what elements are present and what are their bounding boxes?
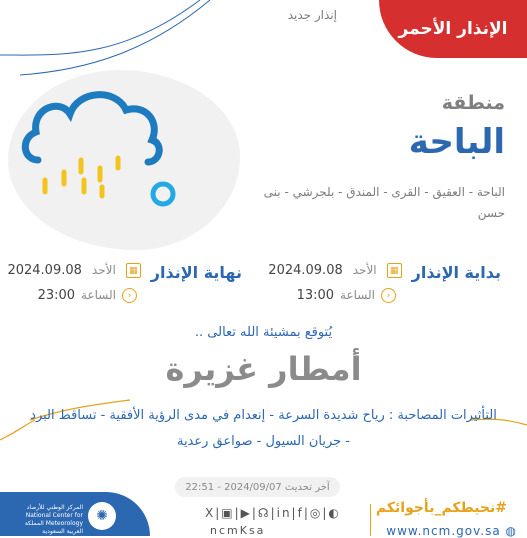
clock-icon: ‹: [381, 288, 396, 303]
region-name: الباحة: [408, 122, 505, 162]
alert-end-date: 2024.09.08: [7, 263, 82, 278]
alert-start-day: الأحد: [352, 263, 377, 277]
region-label: منطقة: [441, 92, 505, 114]
alert-start-time-label: الساعة: [340, 288, 375, 302]
social-icons[interactable]: X|▣|▶|☊|in|f|◎|◐: [205, 506, 341, 520]
website-text[interactable]: www.ncm.gov.sa: [386, 524, 501, 538]
hashtag: #نحيطكم_بأجوائكم: [375, 500, 507, 516]
forecast-effects: التأثيرات المصاحبة : رياح شديدة السرعة - إنعدام في مدى الرؤية الأفقية - تساقط البرد - جريان السيول - صواعق رعدية: [30, 408, 497, 449]
social-handle[interactable]: ncmKsa: [210, 524, 266, 537]
clock-icon: ‹: [122, 288, 137, 303]
alert-start-title: بداية الإنذار: [411, 263, 501, 282]
ncm-footer: [0, 492, 150, 536]
covered-areas: الباحة - العقيق - القرى - المندق - بلجرشي - بنى حسن: [263, 185, 505, 220]
alert-end-time: 23:00: [37, 288, 76, 303]
ncm-logo-icon: ✺: [88, 502, 116, 530]
new-alert-label: إنذار جديد: [287, 8, 337, 22]
alert-end-time-label: الساعة: [81, 288, 116, 302]
alert-end-title: نهاية الإنذار: [150, 263, 242, 282]
alert-end-block: [0, 263, 242, 303]
alert-start-block: [256, 263, 501, 303]
alert-start-date: 2024.09.08: [268, 263, 343, 278]
alert-start-time: 13:00: [296, 288, 335, 303]
footer-divider: [370, 504, 371, 536]
calendar-icon: ▦: [387, 263, 402, 278]
red-alert-badge: الإنذار الأحمر: [379, 0, 527, 58]
calendar-icon: ▦: [126, 263, 141, 278]
cloud-rain-icon: [18, 88, 188, 213]
forecast-main: أمطار غزيرة: [165, 350, 362, 388]
globe-icon: ◍: [505, 524, 517, 538]
last-update: آخر تحديث 2024/09/07 - 22:51: [175, 477, 340, 497]
ncm-name: المركز الوطني للأرصاد National Center for Meteorology المملكة العربية السعودية: [24, 504, 83, 535]
forecast-intro: يُتوقع بمشيئة الله تعالى ..: [194, 325, 333, 340]
alert-end-day: الأحد: [91, 263, 116, 277]
